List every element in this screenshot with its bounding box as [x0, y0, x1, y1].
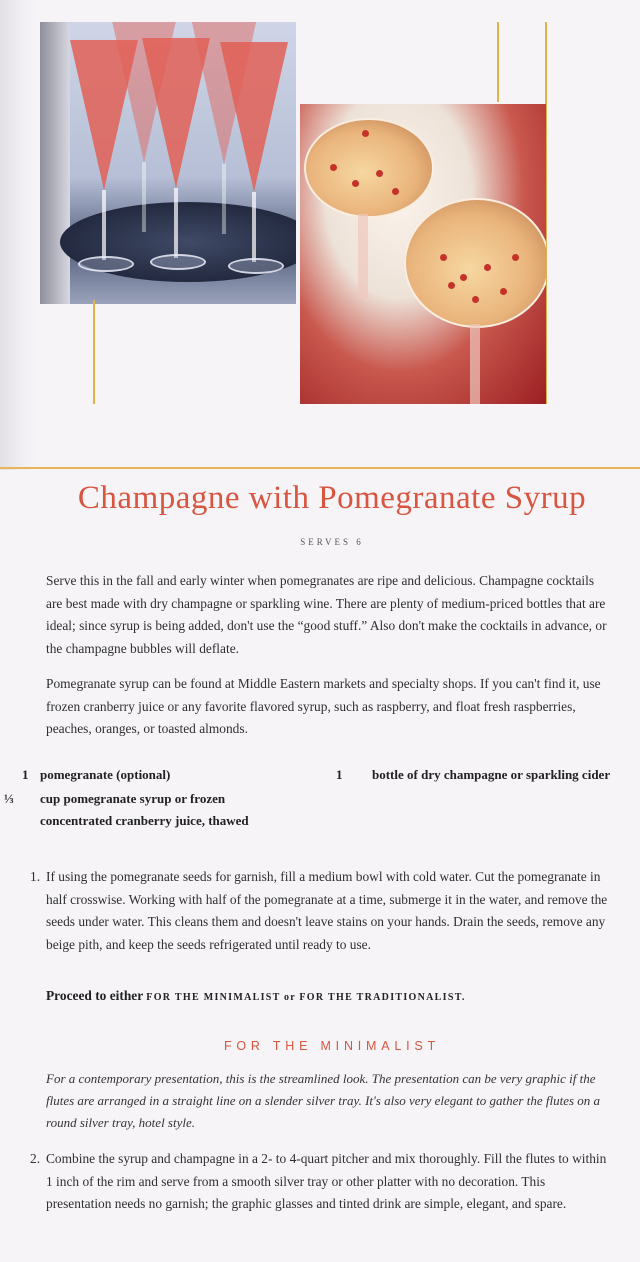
minimalist-note: For a contemporary presentation, this is the streamlined look. The presentation can be very graphic if the flutes are arranged in a straight line on a slender silver tray. It's also very elegant to gather the flutes on a round silver tray, hotel style.: [46, 1071, 601, 1130]
coupe-stem: [358, 214, 368, 298]
serves-count: SERVES 6: [300, 537, 364, 547]
coupe-stem: [470, 324, 480, 404]
gold-accent-line: [497, 22, 499, 102]
champagne-coupes-photo: [300, 104, 546, 404]
instruction-step: 2. Combine the syrup and champagne in a 2- to 4-quart pitcher and mix thoroughly. Fill the flutes to within 1 inch of the rim and serve from a smooth silver tray or other platter with no decoration. This presentation needs no garnish; the graphic glasses and tinted drink are simple, elegant, and spare.: [30, 1151, 607, 1211]
intro-paragraph: Pomegranate syrup can be found at Middle Eastern markets and specialty shops. If you can't find it, use frozen cranberry juice or any favorite flavored syrup, such as raspberry, and float fresh raspberries, peaches, oranges, or toasted almonds.: [46, 676, 601, 736]
coupe-glass: [304, 118, 434, 218]
section-rule: [0, 467, 640, 469]
recipe-title: Champagne with Pomegranate Syrup: [77, 480, 587, 516]
page-spine-shadow: [0, 0, 44, 470]
proceed-line: Proceed to either FOR THE MINIMALIST or FOR THE TRADITIONALIST.: [46, 988, 466, 1003]
champagne-flutes-photo: [40, 22, 296, 304]
ingredient-item: 1 bottle of dry champagne or sparkling cider: [336, 767, 611, 782]
ingredient-item: 1 pomegranate (optional): [22, 767, 171, 782]
ingredient-item: ⅓ cup pomegranate syrup or frozen concentrated cranberry juice, thawed: [4, 791, 249, 828]
coupe-glass: [404, 198, 546, 328]
gold-accent-line: [93, 300, 95, 404]
minimalist-heading: FOR THE MINIMALIST: [223, 1039, 441, 1053]
photo-shadow: [40, 22, 70, 304]
instruction-step: 1. If using the pomegranate seeds for garnish, fill a medium bowl with cold water. Cut the pomegranate in half crosswise. Working with half of the pomegranate at a time, submerge it in the water, and remove the seeds under water. This cleans them and doesn't leave stains on your hands. Drain the seeds, remove any beige pith, and keep the seeds refrigerated until ready to use.: [30, 869, 608, 952]
intro-paragraph: Serve this in the fall and early winter when pomegranates are ripe and delicious. Champagne cocktails are best made with dry champagne or sparkling wine. There are plenty of medium-priced bottles that are ideal; since syrup is being added, don't use the “good stuff.” Also don't make the cocktails in advance, or the champagne bubbles will deflate.: [46, 573, 607, 656]
